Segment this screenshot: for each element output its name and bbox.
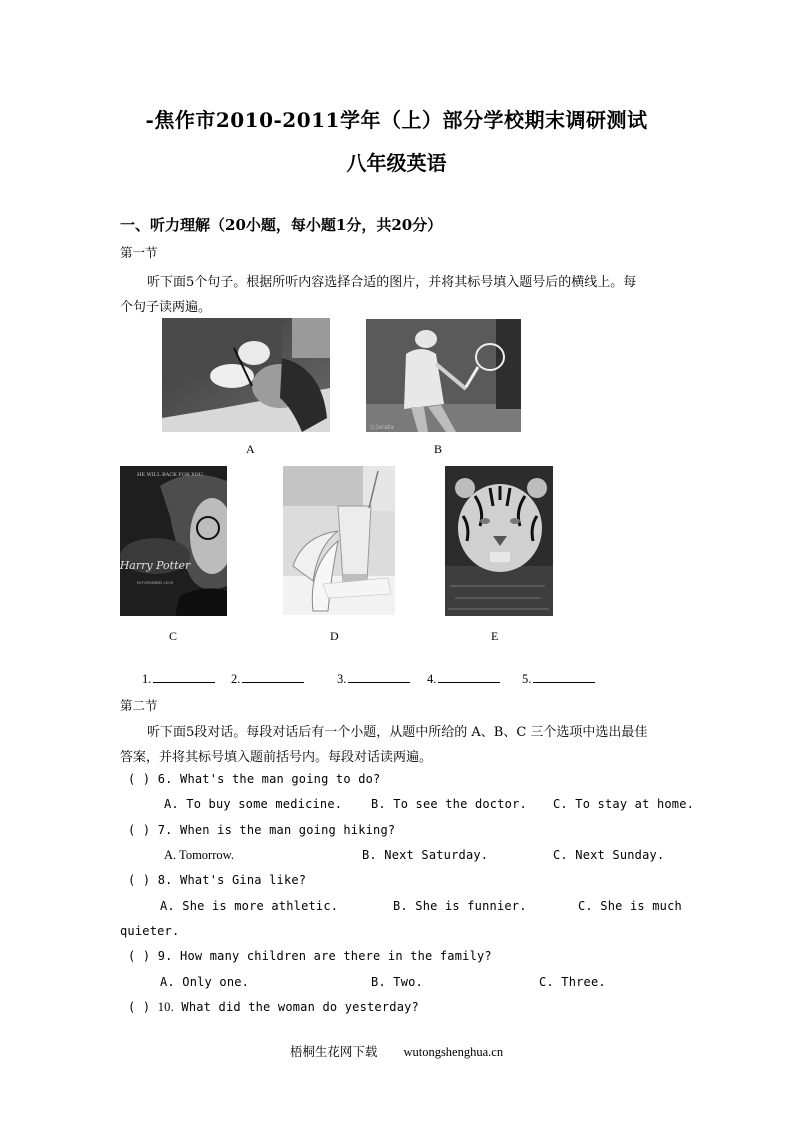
answer-number-1: 1. xyxy=(142,672,152,686)
answer-line-3[interactable] xyxy=(348,670,410,683)
svg-text:(c)arata: (c)arata xyxy=(370,424,394,431)
part1-instruction-line1: 听下面5个句子。根据所听内容选择合适的图片，并将其标号填入题号后的横线上。每 xyxy=(147,275,637,290)
answer-blank-2[interactable] xyxy=(231,670,304,687)
answer-blank-1[interactable] xyxy=(142,670,215,687)
part1-instruction-line2: 个句子读两遍。 xyxy=(120,300,212,315)
picture-d-banana-milkshake xyxy=(283,466,395,615)
svg-text:Harry Potter: Harry Potter xyxy=(120,559,191,572)
answer-line-2[interactable] xyxy=(242,670,304,683)
part2-instruction-line2: 答案，并将其标号填入题前括号内。每段对话读两遍。 xyxy=(120,750,433,765)
part1-label: 第一节 xyxy=(120,245,158,260)
question-text-6: What's the man going to do? xyxy=(180,772,381,786)
picture-e-tiger xyxy=(445,466,553,616)
section-heading-listening: 一、听力理解（20小题，每小题1分，共20分） xyxy=(120,216,443,234)
picture-b-label: B xyxy=(434,442,443,456)
question-number-6: 6. xyxy=(157,772,173,786)
q8-option-c: C. She is much xyxy=(578,899,682,913)
answer-number-3: 3. xyxy=(337,672,347,686)
answer-number-5: 5. xyxy=(522,672,532,686)
picture-a-label: A xyxy=(246,442,255,456)
question-text-7: When is the man going hiking? xyxy=(180,823,396,837)
harry-potter-poster-icon xyxy=(120,466,227,616)
answer-line-1[interactable] xyxy=(153,670,215,683)
answer-line-5[interactable] xyxy=(533,670,595,683)
q8-option-c-wrap: quieter. xyxy=(120,924,180,938)
picture-c-label: C xyxy=(169,629,178,643)
dentist-photo-icon xyxy=(162,318,330,432)
document-title: -焦作市2010-2011学年（上）部分学校期末调研测试 xyxy=(145,108,648,132)
question-8 xyxy=(128,873,306,887)
tennis-photo-icon xyxy=(366,319,521,432)
question-number-9: 9. xyxy=(157,949,173,963)
q7-option-a: A. Tomorrow. xyxy=(164,848,234,862)
question-number-8: 8. xyxy=(157,873,173,887)
footer-website: wutongshenghua.cn xyxy=(403,1045,504,1059)
q8-option-a: A. She is more athletic. xyxy=(160,899,339,913)
svg-text:HE WILL BACK FOR YOU: HE WILL BACK FOR YOU xyxy=(137,472,203,478)
q7-option-b: B. Next Saturday. xyxy=(362,848,489,862)
question-9 xyxy=(128,949,492,963)
question-number-7: 7. xyxy=(157,823,173,837)
footer-source-text: 梧桐生花网下载 xyxy=(289,1044,378,1059)
part2-instruction-line1: 听下面5段对话。每段对话后有一个小题，从题中所给的 A、B、C 三个选项中选出最佳 xyxy=(147,725,648,740)
svg-text:NOVEMBER 2005: NOVEMBER 2005 xyxy=(136,580,174,585)
question-6 xyxy=(128,772,380,786)
question-number-10: 10. xyxy=(157,1000,174,1014)
picture-b-tennis xyxy=(366,319,521,432)
answer-paren-6[interactable]: ( ) xyxy=(128,772,151,786)
answer-paren-8[interactable]: ( ) xyxy=(128,873,151,887)
question-text-9: How many children are there in the family? xyxy=(180,949,492,963)
q6-option-a: A. To buy some medicine. xyxy=(164,797,343,811)
picture-e-label: E xyxy=(491,629,499,643)
tiger-photo-icon xyxy=(445,466,553,616)
q8-option-b: B. She is funnier. xyxy=(393,899,527,913)
picture-a-dentist xyxy=(162,318,330,432)
banana-milkshake-photo-icon xyxy=(283,466,395,615)
picture-c-harry-potter-poster xyxy=(120,466,227,616)
answer-paren-10[interactable]: ( ) xyxy=(128,1000,151,1014)
q7-option-c: C. Next Sunday. xyxy=(553,848,665,862)
answer-paren-7[interactable]: ( ) xyxy=(128,823,151,837)
question-10 xyxy=(128,1000,419,1015)
answer-line-4[interactable] xyxy=(438,670,500,683)
answer-blank-5[interactable] xyxy=(522,670,595,687)
q6-option-b: B. To see the doctor. xyxy=(371,797,527,811)
q9-option-b: B. Two. xyxy=(371,975,423,989)
part2-label: 第二节 xyxy=(120,698,158,713)
answer-number-4: 4. xyxy=(427,672,437,686)
q9-option-a: A. Only one. xyxy=(160,975,250,989)
question-text-10: What did the woman do yesterday? xyxy=(181,1000,419,1014)
page-footer xyxy=(0,1042,793,1060)
answer-blank-4[interactable] xyxy=(427,670,500,687)
q6-option-c: C. To stay at home. xyxy=(553,797,695,811)
q9-option-c: C. Three. xyxy=(539,975,606,989)
answer-paren-9[interactable]: ( ) xyxy=(128,949,151,963)
question-text-8: What's Gina like? xyxy=(180,873,307,887)
picture-d-label: D xyxy=(330,629,339,643)
question-7 xyxy=(128,823,395,837)
answer-blank-3[interactable] xyxy=(337,670,410,687)
document-subtitle: 八年级英语 xyxy=(346,151,447,175)
answer-number-2: 2. xyxy=(231,672,241,686)
